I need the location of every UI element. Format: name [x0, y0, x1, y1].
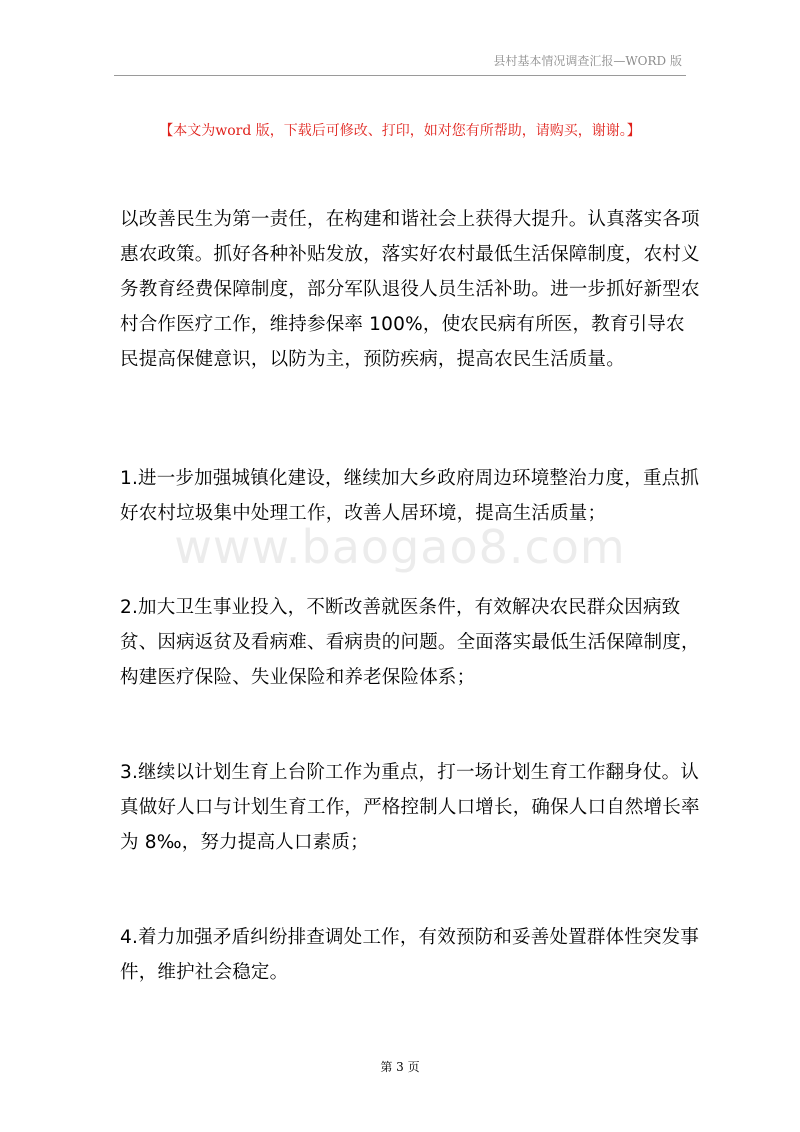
body-paragraph: 以改善民生为第一责任，在构建和谐社会上获得大提升。认真落实各项惠农政策。抓好各种补贴发放，落实好农村最低生活保障制度，农村义务教育经费保障制度，部分军队退役人员生活补助。进一步抓好新型农村合作医疗工作，维持参保率 100%，使农民病有所医，教育引导农民提高保健意识，以防为主，预防疾病，提高农民生活质量。: [120, 209, 700, 370]
header-rule: [114, 75, 686, 76]
page-number: 第 3 页: [380, 1060, 420, 1074]
watermark: www.baogao8.com: [174, 520, 626, 574]
list-item-2: 2.加大卫生事业投入，不断改善就医条件，有效解决农民群众因病致贫、因病返贫及看病难、看病贵的问题。全面落实最低生活保障制度，构建医疗保险、失业保险和养老保险体系；: [120, 597, 700, 688]
list-item-4: 4.着力加强矛盾纠纷排查调处工作，有效预防和妥善处置群体性突发事件，维护社会稳定。: [120, 927, 700, 983]
list-item-1: 1.进一步加强城镇化建设，继续加大乡政府周边环境整治力度，重点抓好农村垃圾集中处理工作，改善人居环境，提高生活质量；: [120, 468, 700, 524]
purchase-notice: 【本文为word 版，下载后可修改、打印，如对您有所帮助，请购买，谢谢。】: [159, 123, 641, 139]
list-item-3: 3.继续以计划生育上台阶工作为重点，打一场计划生育工作翻身仗。认真做好人口与计划生育工作，严格控制人口增长，确保人口自然增长率为 8‰，努力提高人口素质；: [120, 762, 700, 853]
header-title: 县村基本情况调查汇报—WORD 版: [493, 54, 682, 68]
